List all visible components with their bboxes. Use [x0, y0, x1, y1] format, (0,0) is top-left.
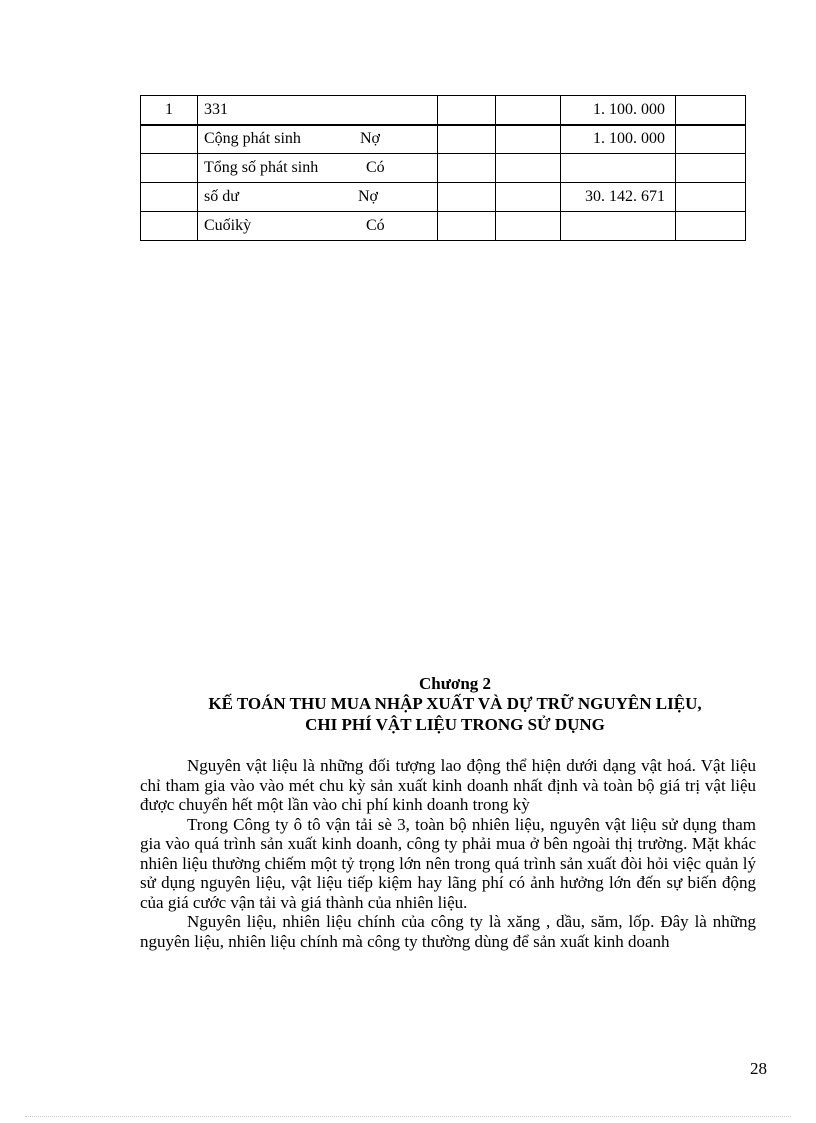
- account-label: Tổng số phát sinh: [204, 159, 319, 176]
- empty-cell: [438, 183, 496, 212]
- row-number-cell: [141, 183, 198, 212]
- table-row: [141, 212, 746, 241]
- chapter-title-line-2: CHI PHÍ VẬT LIỆU TRONG SỬ DỤNG: [305, 715, 605, 734]
- empty-cell: [438, 96, 496, 125]
- debit-credit-label: Nợ: [360, 130, 381, 148]
- chapter-number: Chương 2: [418, 674, 492, 693]
- page-footer-divider: [25, 1116, 791, 1117]
- empty-cell: [496, 212, 561, 241]
- row-number-cell: 1: [141, 96, 198, 125]
- page-number: 28: [750, 1059, 767, 1078]
- body-text: [140, 756, 756, 951]
- account-label: số dư: [204, 188, 239, 205]
- table-row: [141, 154, 746, 183]
- row-number-cell: [141, 125, 198, 154]
- account-cell: [198, 96, 438, 125]
- debit-credit-label: Có: [366, 217, 385, 234]
- debit-credit-label: Có: [366, 159, 385, 176]
- empty-cell: [676, 154, 746, 183]
- account-cell: [198, 154, 438, 183]
- amount-cell: 1. 100. 000: [561, 125, 676, 154]
- amount-cell: [561, 154, 676, 183]
- row-number-cell: [141, 212, 198, 241]
- ledger-table: [140, 95, 746, 241]
- empty-cell: [496, 125, 561, 154]
- account-cell: [198, 125, 438, 154]
- paragraph: Nguyên liệu, nhiên liệu chính của công ty là xăng , dầu, săm, lốp. Đây là những nguyên liệu, nhiên liệu chính mà công ty thường dùng để sản xuất kinh doanh: [140, 912, 756, 951]
- paragraph: Trong Công ty ô tô vận tải sè 3, toàn bộ nhiên liệu, nguyên vật liệu sử dụng tham gia vào quá trình sản xuất kinh doanh, công ty phải mua ở bên ngoài thị trường. Mặt khác nhiên liệu thường chiếm một tỷ trọng lớn nên trong quá trình sản xuất đòi hỏi việc quản lý sử dụng nguyên liệu, vật liệu tiếp kiệm hay lãng phí có ảnh hưởng lớn đến sự biến động của giá cước vận tải và giá thành của nhiên liệu.: [140, 814, 756, 912]
- account-label: 331: [204, 100, 228, 118]
- row-number-cell: [141, 154, 198, 183]
- account-cell: [198, 183, 438, 212]
- table-row: [141, 125, 746, 154]
- empty-cell: [438, 125, 496, 154]
- amount-cell: 1. 100. 000: [561, 96, 676, 125]
- account-label: Cộng phát sinh: [204, 130, 301, 148]
- table-row: [141, 183, 746, 212]
- chapter-title-line-1: KẾ TOÁN THU MUA NHẬP XUẤT VÀ DỰ TRỮ NGUYÊN LIỆU,: [208, 694, 702, 713]
- empty-cell: [438, 154, 496, 183]
- empty-cell: [496, 96, 561, 125]
- account-label: Cuốikỳ: [204, 217, 252, 234]
- empty-cell: [676, 183, 746, 212]
- amount-cell: 30. 142. 671: [561, 183, 676, 212]
- paragraph: Nguyên vật liệu là những đối tượng lao động thể hiện dưới dạng vật hoá. Vật liệu chỉ tham gia vào vào mét chu kỳ sản xuất kinh doanh nhất định và toàn bộ giá trị vật liệu được chuyển hết một lần vào chi phí kinh doanh trong kỳ: [140, 756, 756, 814]
- account-cell: [198, 212, 438, 241]
- debit-credit-label: Nợ: [358, 188, 379, 205]
- empty-cell: [438, 212, 496, 241]
- empty-cell: [676, 125, 746, 154]
- empty-cell: [676, 212, 746, 241]
- table-row: [141, 96, 746, 125]
- empty-cell: [676, 96, 746, 125]
- amount-cell: [561, 212, 676, 241]
- empty-cell: [496, 183, 561, 212]
- empty-cell: [496, 154, 561, 183]
